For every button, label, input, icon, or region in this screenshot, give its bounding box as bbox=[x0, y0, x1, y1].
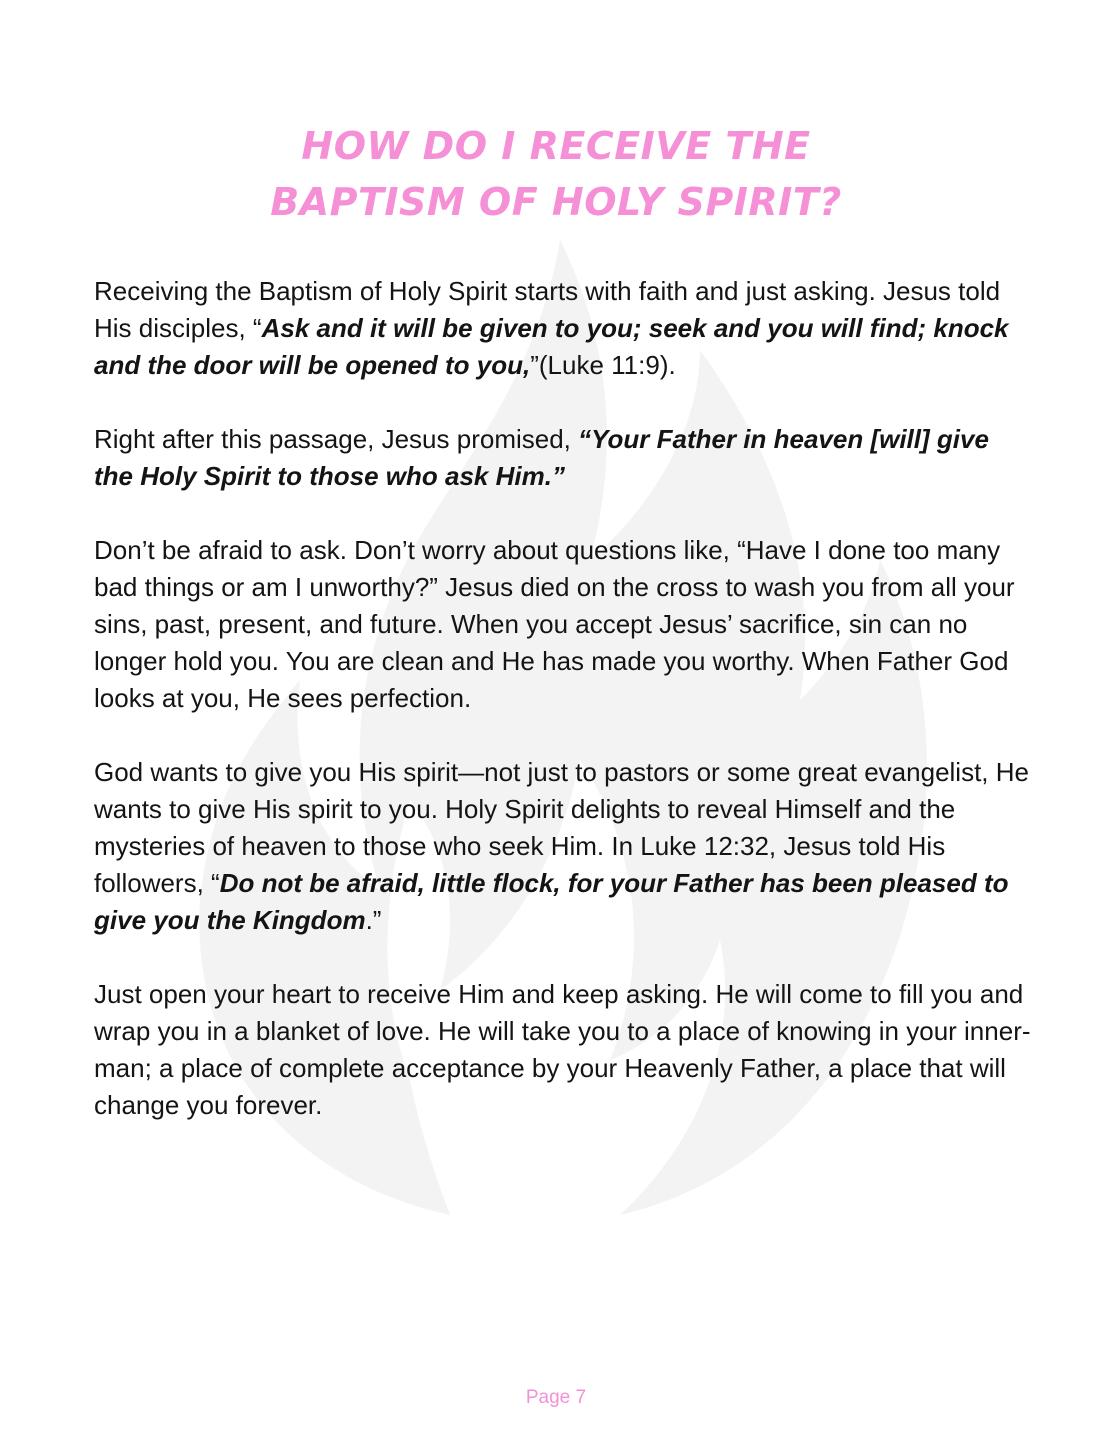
scripture-quote: “Your Father in heaven [will] give the Holy Spirit to those who ask Him.” bbox=[94, 424, 989, 491]
paragraph-2 bbox=[94, 421, 1034, 495]
paragraph-text: Receiving the Baptism of Holy Spirit starts with faith and just asking. Jesus told His disciples, “ bbox=[94, 276, 1001, 343]
scripture-quote: Ask and it will be given to you; seek and you will find; knock and the door will be opened to you, bbox=[94, 313, 1009, 380]
page-title bbox=[0, 118, 1112, 230]
paragraph-text: .” bbox=[365, 905, 382, 935]
title-line-2: BAPTISM OF HOLY SPIRIT? bbox=[270, 180, 842, 224]
paragraph-text: Right after this passage, Jesus promised, bbox=[94, 424, 579, 454]
paragraph-4 bbox=[94, 754, 1034, 939]
paragraph-text: God wants to give you His spirit—not just to pastors or some great evangelist, He wants to give His spirit to you. Holy Spirit delights to reveal Himself and the mysteries of heaven to those who seek Him. In Luke 12:32, Jesus told His followers, “ bbox=[94, 757, 1029, 898]
paragraph-text: Just open your heart to receive Him and keep asking. He will come to fill you and wrap you in a blanket of love. He will take you to a place of knowing in your inner-man; a place of complete acceptance by your Heavenly Father, a place that will change you forever. bbox=[94, 979, 1031, 1120]
paragraph-text: Don’t be afraid to ask. Don’t worry about questions like, “Have I done too many bad things or am I unworthy?” Jesus died on the cross to wash you from all your sins, past, present, and future. When you accept Jesus’ sacrifice, sin can no longer hold you. You are clean and He has made you worthy. When Father God looks at you, He sees perfection. bbox=[94, 535, 1015, 713]
paragraph-text: ”(Luke 11:9). bbox=[530, 350, 676, 380]
title-line-1: HOW DO I RECEIVE THE bbox=[301, 124, 811, 168]
paragraph-1 bbox=[94, 273, 1034, 384]
scripture-quote: Do not be afraid, little flock, for your Father has been pleased to give you the Kingdom bbox=[94, 868, 1009, 935]
paragraph-3 bbox=[94, 532, 1034, 717]
body-text bbox=[94, 273, 1034, 1161]
page-number: Page 7 bbox=[525, 1387, 587, 1408]
paragraph-5 bbox=[94, 976, 1034, 1124]
